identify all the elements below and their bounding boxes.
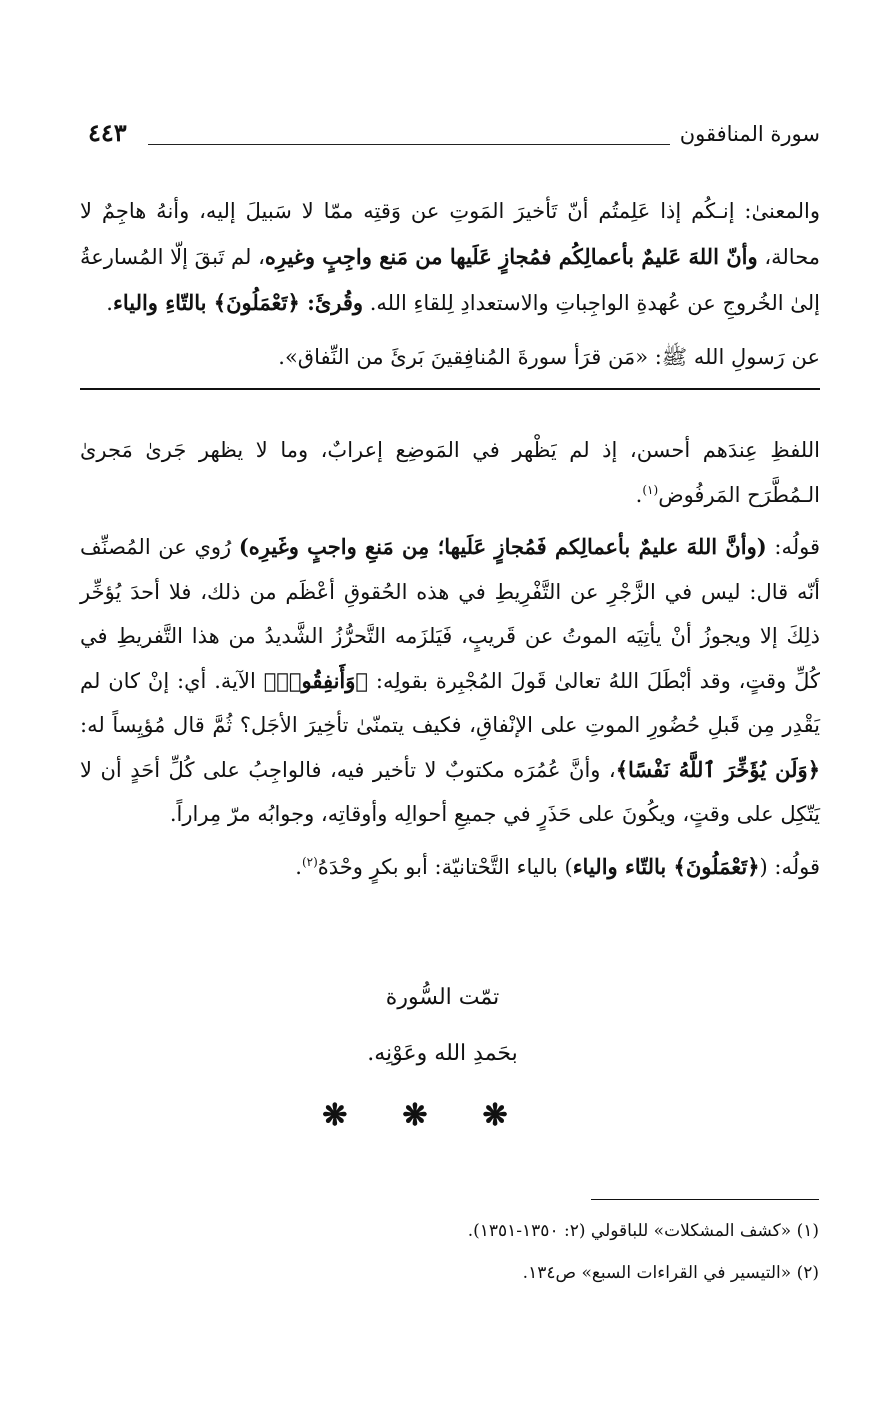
main-text	[80, 188, 820, 380]
bold-span: (وأنَّ اللهَ عليمٌ بأعمالِكم فَمُجازٍ عَلَيها؛ مِن مَنعِ واجبٍ وغَيرِه)	[238, 534, 767, 559]
quran-quote: ﴿وَأَنفِقُوا۟﴾	[263, 667, 369, 693]
header-rule	[148, 144, 670, 145]
ending-line-2: بحَمدِ الله وعَوْنِه.	[367, 1041, 518, 1066]
text-span: والمعنىٰ: إنـكُم إذا عَلِمتُم أنّ تَأخيرَ المَوتِ عن وَقتِه ممّا لا سَبيلَ إليه، وأنهُ هاجِمٌ لا محالة،	[80, 199, 820, 269]
ending-line-1: تمّت السُّورة	[385, 985, 500, 1010]
section-divider	[80, 388, 820, 390]
text-span: ) بالياء التَّحْتانيّة: أبو بكرٍ وحْدَهُ	[317, 854, 573, 879]
footnote-marker-2: (٢)	[301, 854, 318, 869]
bold-span: ﴿تَعْمَلُونَ﴾ بالتّاء والياء	[572, 853, 760, 879]
footnotes	[79, 1210, 819, 1294]
text-span: .	[295, 854, 302, 879]
commentary-paragraph-3	[80, 845, 820, 890]
footnote-number: (١)	[796, 1221, 819, 1241]
text-span: الآية. أي: إنْ كان لم يَقْدِر مِن قَبلِ حُضُورِ الموتِ على الإنْفاقِ، فكيف يتمنّىٰ تأخِيرَ الأجَل؟ ثُمَّ قال مُؤيِساً له:	[80, 668, 820, 737]
main-paragraph-1	[80, 188, 820, 326]
footnote-text: «التيسير في القراءات السبع» ص١٣٤.	[522, 1263, 792, 1283]
footnote-text: «كشف المشكلات» للباقولي (٢: ١٣٥٠-١٣٥١).	[467, 1221, 792, 1241]
commentary-paragraph-1	[80, 428, 820, 517]
text-span: قولُه:	[766, 535, 820, 559]
text-span: .	[635, 482, 643, 507]
text-span: قولُه: (	[759, 854, 820, 879]
text-span: .	[106, 291, 113, 315]
quran-quote: ﴿وَلَن يُؤَخِّرَ ٱللَّهُ نَفْسًا﴾	[615, 756, 820, 782]
page-number: ٤٤٣	[88, 118, 127, 147]
page-header	[88, 118, 820, 158]
asterism-ornament: ❋❋❋	[322, 1098, 563, 1133]
footnote-rule	[591, 1199, 819, 1200]
text-span: رُوي عن المُصنِّف أنّه قال: ليس في الزَّجْرِ عن التَّفْرِيطِ في هذه الحُقوقِ أعْظَم من ذلك، فلا أحدَ يُؤخِّر ذلِكَ إلا ويجوزُ أنْ يأتِيَه الموتُ عن قَريبٍ، فَيَلزَمه التَّحرُّزُ الشَّديدُ من هذا التَّفريطِ في كُلِّ وقتٍ، وقد أبْطَلَ اللهُ تعالىٰ قَولَ المُجْبِرة بقولِه:	[80, 535, 821, 693]
text-span: اللفظِ عِندَهم أحسن، إذ لم يَظْهر في المَوضِع إعرابٌ، وما لا يظهر جَرىٰ مَجرىٰ الـمُطَّرَح المَرفُوض	[80, 438, 820, 507]
footnote-number: (٢)	[796, 1263, 819, 1283]
bold-span: وأنّ اللهَ عَليمٌ بأعمالِكُم فمُجازٍ عَلَيها من مَنع واجِبٍ وغيرِه	[264, 244, 758, 269]
footnote-marker-1: (١)	[642, 482, 659, 497]
text-span: ، لم تَبقَ إلّا المُسارعةُ إلىٰ الخُروجِ عن عُهدةِ الواجِباتِ والاستعدادِ لِلقاءِ الله.	[80, 245, 820, 315]
footnote-1	[79, 1210, 819, 1252]
main-paragraph-2: عن رَسولِ الله ﷺ: «مَن قرَأ سورةَ المُنافِقينَ بَرئَ من النِّفاق».	[278, 345, 820, 369]
footnote-2	[79, 1252, 819, 1294]
running-title: سورة المنافقون	[679, 122, 820, 146]
text-span: ، وأنَّ عُمُرَه مكتوبٌ لا تأخير فيه، فالواجِبُ على كُلِّ أحَدٍ أن لا يَتّكِل على وقتٍ، ويكُونَ على حَذَرٍ في جميعِ أحوالِه وأوقاتِه، وجوابُه مرّ مِراراً.	[80, 757, 820, 826]
surah-ending	[0, 970, 885, 1082]
commentary-paragraph-2	[80, 525, 820, 837]
commentary	[80, 428, 820, 889]
bold-span: وقُرئَ: ﴿تَعْمَلُونَ﴾ بالتّاءِ والياء	[112, 290, 364, 315]
